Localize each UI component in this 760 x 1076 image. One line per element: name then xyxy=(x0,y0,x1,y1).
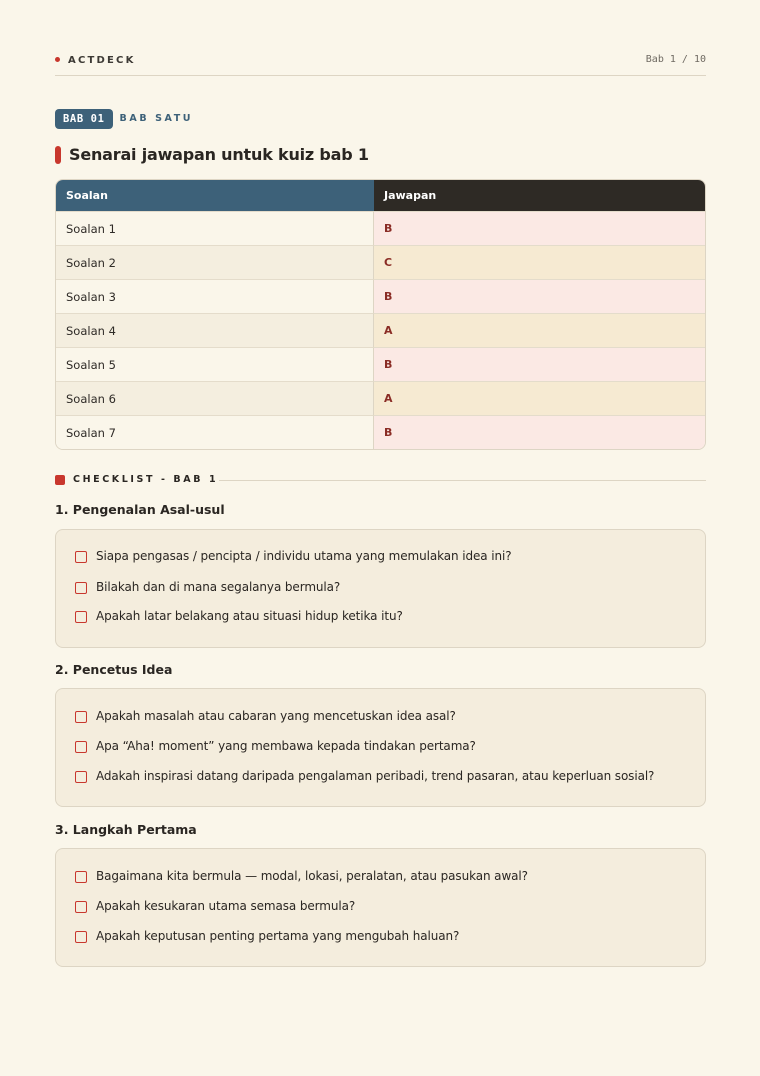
title-accent-bar-icon xyxy=(55,146,61,164)
question-cell: Soalan 5 xyxy=(56,347,374,381)
checklist-item-text: Adakah inspirasi datang daripada pengalaman peribadi, trend pasaran, atau keperluan sosial? xyxy=(96,769,655,783)
brand-name: ACTDECK xyxy=(68,55,136,66)
question-cell: Soalan 7 xyxy=(56,415,374,449)
checkbox[interactable] xyxy=(75,931,87,943)
table-row xyxy=(56,313,705,347)
table-row xyxy=(56,279,705,313)
table-header-row xyxy=(56,180,705,211)
brand xyxy=(55,55,136,66)
chapter-badge: BAB 01 xyxy=(55,109,113,129)
chapter-label: BAB SATU xyxy=(119,113,194,124)
checklist-header xyxy=(55,472,706,488)
checklist-card xyxy=(55,688,706,807)
checkbox[interactable] xyxy=(75,741,87,753)
checkbox[interactable] xyxy=(75,551,87,563)
checkbox[interactable] xyxy=(75,771,87,783)
answer-cell: B xyxy=(374,347,705,381)
checklist-card xyxy=(55,529,706,648)
answer-cell: B xyxy=(374,415,705,449)
checkbox[interactable] xyxy=(75,871,87,883)
title-row xyxy=(55,144,369,164)
question-cell: Soalan 3 xyxy=(56,279,374,313)
question-cell: Soalan 1 xyxy=(56,211,374,245)
table-row xyxy=(56,415,705,449)
checkbox[interactable] xyxy=(75,611,87,623)
page-indicator: Bab 1 / 10 xyxy=(645,54,706,65)
table-row xyxy=(56,211,705,245)
table-row xyxy=(56,381,705,415)
answer-cell: A xyxy=(374,381,705,415)
page-title: Senarai jawapan untuk kuiz bab 1 xyxy=(69,145,369,164)
divider xyxy=(219,480,706,481)
section-title: 3. Langkah Pertama xyxy=(55,822,197,837)
brand-dot-icon xyxy=(55,57,60,62)
checklist-card xyxy=(55,848,706,967)
top-bar xyxy=(55,52,706,76)
table-row xyxy=(56,347,705,381)
answer-cell: C xyxy=(374,245,705,279)
checklist-item-text: Apakah latar belakang atau situasi hidup ketika itu? xyxy=(96,609,403,623)
checkbox[interactable] xyxy=(75,711,87,723)
table-row xyxy=(56,245,705,279)
section-title: 2. Pencetus Idea xyxy=(55,662,173,677)
checkbox[interactable] xyxy=(75,901,87,913)
checkbox[interactable] xyxy=(75,582,87,594)
answer-cell: B xyxy=(374,211,705,245)
checklist-item-text: Bilakah dan di mana segalanya bermula? xyxy=(96,580,341,594)
chapter-heading xyxy=(55,108,193,128)
checklist-item-text: Apakah masalah atau cabaran yang mencetuskan idea asal? xyxy=(96,709,456,723)
checklist-item-text: Siapa pengasas / pencipta / individu utama yang memulakan idea ini? xyxy=(96,549,512,563)
section-title: 1. Pengenalan Asal-usul xyxy=(55,502,225,517)
checklist-item-text: Apa “Aha! moment” yang membawa kepada tindakan pertama? xyxy=(96,739,476,753)
checklist-square-icon xyxy=(55,475,65,485)
checklist-item-text: Apakah kesukaran utama semasa bermula? xyxy=(96,899,356,913)
answer-cell: B xyxy=(374,279,705,313)
column-header-answer: Jawapan xyxy=(374,180,705,211)
answer-cell: A xyxy=(374,313,705,347)
column-header-question: Soalan xyxy=(56,180,374,211)
answer-table xyxy=(55,179,706,450)
checklist-item-text: Bagaimana kita bermula — modal, lokasi, peralatan, atau pasukan awal? xyxy=(96,869,528,883)
question-cell: Soalan 4 xyxy=(56,313,374,347)
checklist-item-text: Apakah keputusan penting pertama yang mengubah haluan? xyxy=(96,929,460,943)
question-cell: Soalan 2 xyxy=(56,245,374,279)
question-cell: Soalan 6 xyxy=(56,381,374,415)
checklist-label: CHECKLIST - BAB 1 xyxy=(73,474,219,485)
